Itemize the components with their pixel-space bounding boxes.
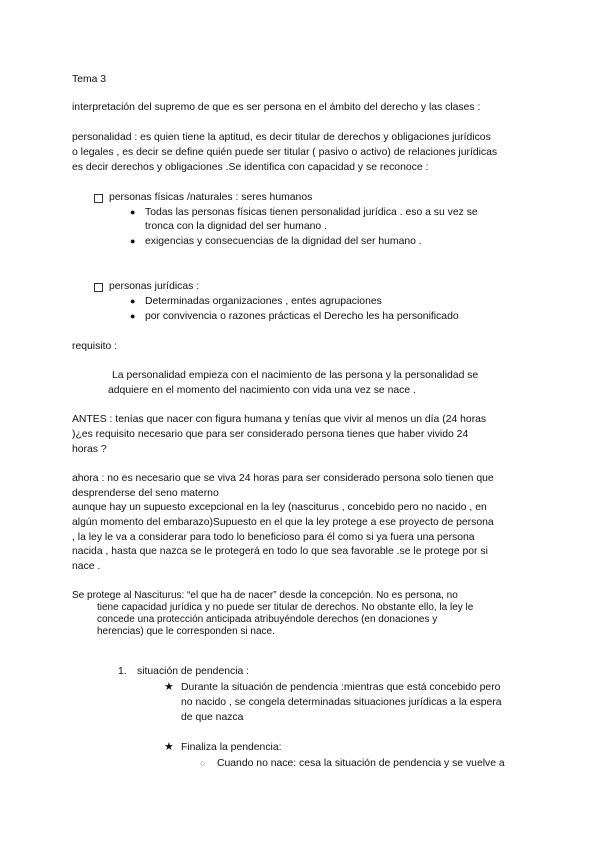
personas-fisicas-bullet-2: exigencias y consecuencias de la dignidad del ser humano .	[145, 236, 422, 247]
bullet-icon: ●	[130, 236, 136, 246]
pendencia-item-2-sub-1: Cuando no nace: cesa la situación de pendencia y se vuelve a	[217, 758, 505, 769]
bullet-icon: ●	[130, 296, 136, 306]
nasciturus-line-1: Se protege al Nasciturus: “el que ha de nacer” desde la concepción. No es persona, no	[72, 590, 458, 601]
personas-juridicas-bullet-1: Determinadas organizaciones , entes agrupaciones	[145, 296, 382, 307]
page-title: Tema 3	[72, 74, 107, 85]
ahora-line-1: ahora : no es necesario que se viva 24 horas para ser considerado persona solo tienen que	[72, 473, 494, 484]
pendencia-item-1-line-1: Durante la situación de pendencia :mientras que está concebido pero	[181, 682, 501, 693]
bullet-icon: ●	[130, 207, 136, 217]
personas-fisicas-bullet-1a: Todas las personas físicas tienen personalidad jurídica . eso a su vez se	[145, 207, 478, 218]
ahora-line-5: , la ley le va a considerar para todo lo beneficioso para él como si ya fuera una persona	[72, 532, 475, 543]
ahora-line-4: algún momento del embarazo)Supuesto en el que la ley protege a ese proyecto de persona	[72, 517, 494, 528]
requisito-text-1: La personalidad empieza con el nacimiento de las persona y la personalidad se	[112, 370, 479, 381]
personalidad-line-2: o legales , es decir se define quién puede ser titular ( pasivo o activo) de relaciones jurídicas	[72, 147, 498, 158]
nasciturus-line-3: concede una protección anticipada atribuyéndole derechos (en donaciones y	[97, 614, 438, 625]
bullet-icon: ●	[130, 311, 136, 321]
pendencia-item-1-line-2: no nacido , se congela determinadas situaciones jurídicas a la espera	[181, 697, 502, 708]
antes-line-3: horas ?	[72, 444, 107, 455]
personas-juridicas-bullet-2: por convivencia o razones prácticas el Derecho les ha personificado	[145, 311, 459, 322]
pendencia-item-2-line-1: Finaliza la pendencia:	[181, 742, 282, 753]
pendencia-item-1-line-3: de que nazca	[181, 712, 244, 723]
checkbox-icon	[94, 283, 103, 292]
personalidad-line-1: personalidad : es quien tiene la aptitud, es decir titular de derechos y obligaciones jurídicos	[72, 132, 491, 143]
ahora-line-6: nacida , hasta que nazca se le protegerá en todo lo que sea favorable .se le protege por si	[72, 546, 488, 557]
hollow-circle-bullet-icon: ○	[200, 758, 206, 768]
checkbox-icon	[94, 194, 103, 203]
antes-line-1: ANTES : tenías que nacer con figura humana y tenías que vivir al menos un día (24 horas	[72, 414, 487, 425]
personas-fisicas-label: personas físicas /naturales : seres humanos	[109, 192, 313, 203]
pendencia-label: situación de pendencia :	[137, 666, 250, 677]
list-number: 1.	[118, 666, 127, 677]
personas-juridicas-label: personas jurídicas :	[109, 281, 200, 292]
personas-fisicas-bullet-1b: tronca con la dignidad del ser humano .	[145, 221, 327, 232]
intro-line: interpretación del supremo de que es ser persona en el ámbito del derecho y las clases :	[72, 102, 481, 113]
ahora-line-2: desprenderse del seno materno	[72, 488, 219, 499]
requisito-label: requisito :	[72, 341, 118, 352]
requisito-text-2: adquiere en el momento del nacimiento con vida una vez se nace .	[108, 385, 416, 396]
nasciturus-line-2: tiene capacidad jurídica y no puede ser titular de derechos. No obstante ello, la ley le	[97, 602, 474, 613]
ahora-line-3: aunque hay un supuesto excepcional en la ley (nasciturus , concebido pero no nacido , en	[72, 502, 487, 513]
nasciturus-line-4: herencias) que le corresponden si nace.	[97, 626, 275, 637]
ahora-line-7: nace .	[72, 561, 101, 572]
antes-line-2: )¿es requisito necesario que para ser considerado persona tienes que haber vivido 24	[72, 429, 469, 440]
personalidad-line-3: es decir derechos y obligaciones .Se identifica con capacidad y se reconoce :	[72, 162, 429, 173]
star-bullet-icon: ★	[164, 681, 174, 693]
star-bullet-icon: ★	[164, 741, 174, 753]
